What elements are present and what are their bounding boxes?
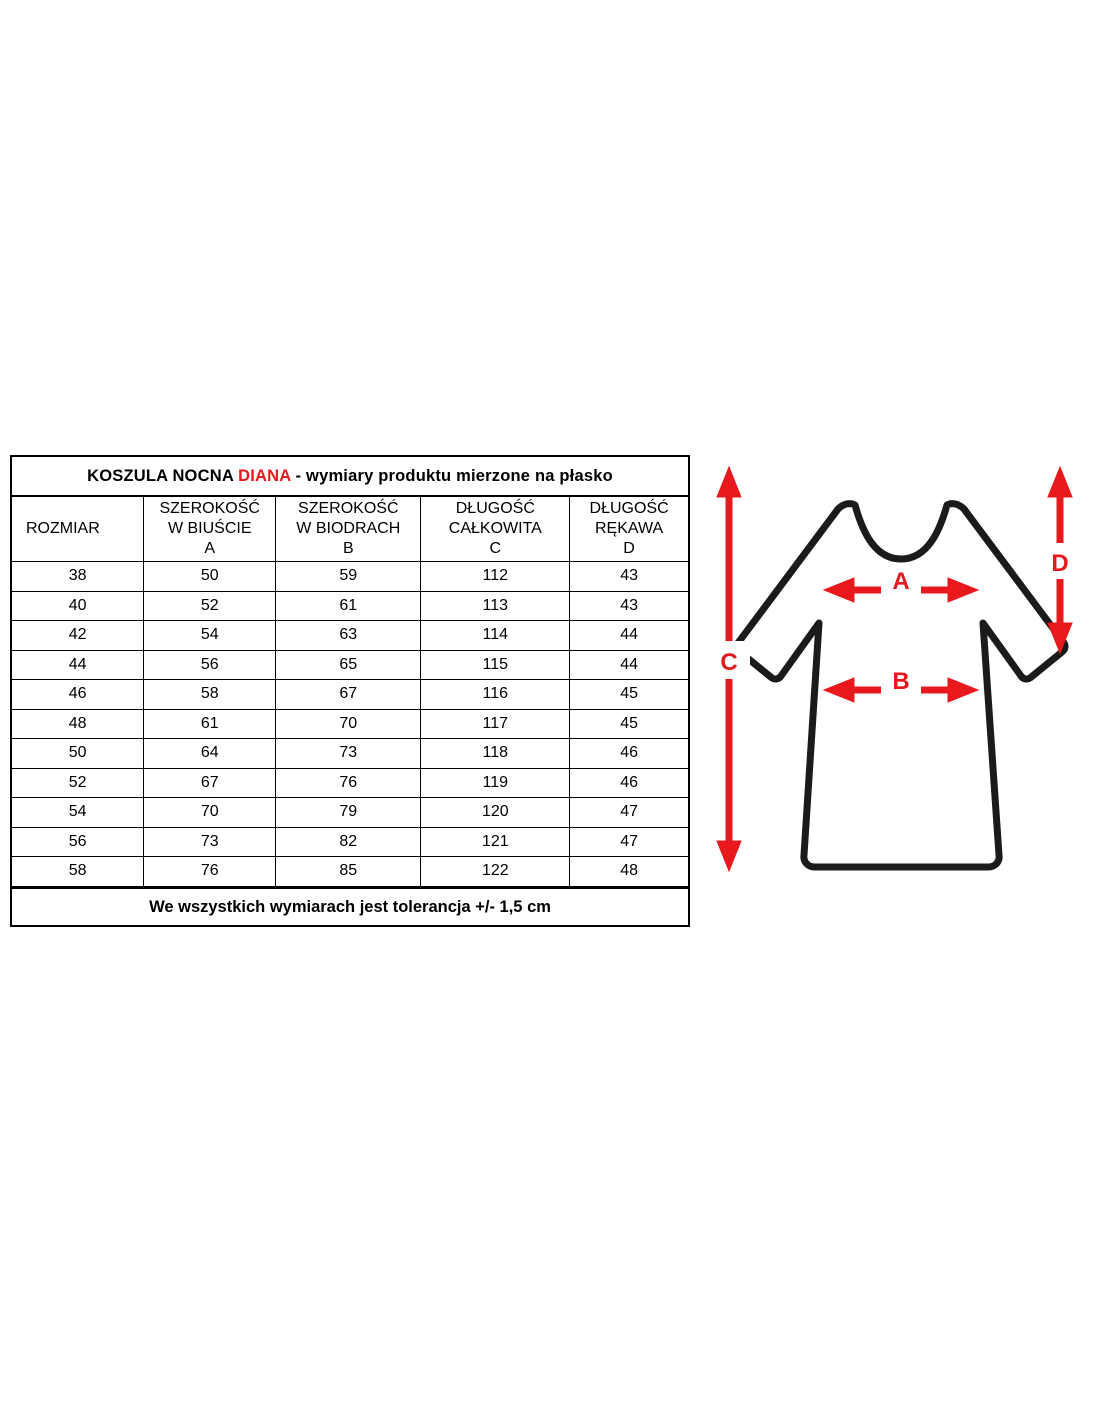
cell-sleeve: 43 (570, 562, 688, 592)
cell-size: 46 (12, 680, 144, 710)
header-bust-line3: A (204, 540, 216, 557)
cell-length: 119 (421, 768, 570, 798)
cell-bust: 70 (144, 798, 276, 828)
size-table-body (12, 562, 688, 887)
table-row (12, 768, 688, 798)
header-size-line1: ROZMIAR (26, 520, 100, 537)
garment-diagram-block (700, 455, 1090, 935)
title-suffix: - wymiary produktu mierzone na płasko (290, 467, 613, 485)
column-header-total-length (421, 497, 570, 562)
cell-hips: 76 (276, 768, 421, 798)
title-prefix: KOSZULA NOCNA (87, 467, 239, 485)
cell-length: 113 (421, 591, 570, 621)
cell-hips: 63 (276, 621, 421, 651)
table-row (12, 680, 688, 710)
size-chart-sheet (0, 455, 1100, 935)
cell-size: 54 (12, 798, 144, 828)
cell-length: 121 (421, 827, 570, 857)
cell-length: 115 (421, 650, 570, 680)
header-length-line3: C (489, 540, 502, 557)
cell-hips: 70 (276, 709, 421, 739)
table-row (12, 591, 688, 621)
cell-size: 56 (12, 827, 144, 857)
cell-length: 122 (421, 857, 570, 887)
cell-size: 50 (12, 739, 144, 769)
table-header-row (12, 497, 688, 562)
cell-sleeve: 45 (570, 709, 688, 739)
table-row (12, 857, 688, 887)
cell-sleeve: 48 (570, 857, 688, 887)
cell-size: 40 (12, 591, 144, 621)
size-table (12, 497, 688, 887)
cell-size: 58 (12, 857, 144, 887)
table-row (12, 621, 688, 651)
cell-hips: 82 (276, 827, 421, 857)
cell-sleeve: 44 (570, 650, 688, 680)
header-hips-line1: SZEROKOŚĆ (298, 500, 399, 517)
cell-sleeve: 43 (570, 591, 688, 621)
header-sleeve-line3: D (623, 540, 635, 557)
header-length-line2: CAŁKOWITA (448, 520, 542, 537)
cell-hips: 85 (276, 857, 421, 887)
size-table-title (12, 457, 688, 497)
header-sleeve-line2: RĘKAWA (595, 520, 664, 537)
column-header-hips-width (276, 497, 421, 562)
cell-sleeve: 47 (570, 798, 688, 828)
cell-hips: 73 (276, 739, 421, 769)
cell-length: 116 (421, 680, 570, 710)
cell-length: 117 (421, 709, 570, 739)
cell-size: 42 (12, 621, 144, 651)
table-row (12, 562, 688, 592)
cell-length: 112 (421, 562, 570, 592)
cell-bust: 50 (144, 562, 276, 592)
cell-length: 114 (421, 621, 570, 651)
header-sleeve-line1: DŁUGOŚĆ (589, 500, 669, 517)
cell-bust: 61 (144, 709, 276, 739)
header-length-line1: DŁUGOŚĆ (455, 500, 535, 517)
cell-bust: 58 (144, 680, 276, 710)
header-bust-line2: W BIUŚCIE (167, 520, 252, 537)
column-header-bust-width (144, 497, 276, 562)
cell-sleeve: 46 (570, 768, 688, 798)
measure-label-b: B (892, 668, 910, 695)
cell-sleeve: 45 (570, 680, 688, 710)
column-header-size (12, 497, 144, 562)
cell-size: 52 (12, 768, 144, 798)
table-row (12, 798, 688, 828)
cell-bust: 73 (144, 827, 276, 857)
cell-bust: 52 (144, 591, 276, 621)
cell-sleeve: 47 (570, 827, 688, 857)
cell-length: 118 (421, 739, 570, 769)
table-row (12, 709, 688, 739)
cell-sleeve: 44 (570, 621, 688, 651)
cell-size: 44 (12, 650, 144, 680)
header-bust-line1: SZEROKOŚĆ (159, 500, 260, 517)
garment-diagram (700, 455, 1090, 935)
cell-bust: 54 (144, 621, 276, 651)
cell-hips: 67 (276, 680, 421, 710)
size-table-head (12, 497, 688, 562)
table-row (12, 827, 688, 857)
measure-label-a: A (892, 568, 910, 595)
header-hips-line2: W BIODRACH (296, 520, 401, 537)
cell-bust: 67 (144, 768, 276, 798)
cell-hips: 65 (276, 650, 421, 680)
cell-hips: 79 (276, 798, 421, 828)
cell-hips: 61 (276, 591, 421, 621)
table-row (12, 739, 688, 769)
size-table-block (10, 455, 690, 927)
cell-bust: 56 (144, 650, 276, 680)
title-brand: DIANA (238, 467, 291, 485)
cell-length: 120 (421, 798, 570, 828)
column-header-sleeve-length (570, 497, 688, 562)
measure-label-d: D (1051, 550, 1069, 577)
cell-hips: 59 (276, 562, 421, 592)
tolerance-note: We wszystkich wymiarach jest tolerancja +/- 1,5 cm (12, 887, 688, 925)
size-chart-content (10, 455, 1090, 935)
header-hips-line3: B (342, 540, 354, 557)
measure-label-c: C (720, 649, 738, 676)
cell-size: 48 (12, 709, 144, 739)
table-row (12, 650, 688, 680)
cell-sleeve: 46 (570, 739, 688, 769)
cell-size: 38 (12, 562, 144, 592)
cell-bust: 76 (144, 857, 276, 887)
cell-bust: 64 (144, 739, 276, 769)
